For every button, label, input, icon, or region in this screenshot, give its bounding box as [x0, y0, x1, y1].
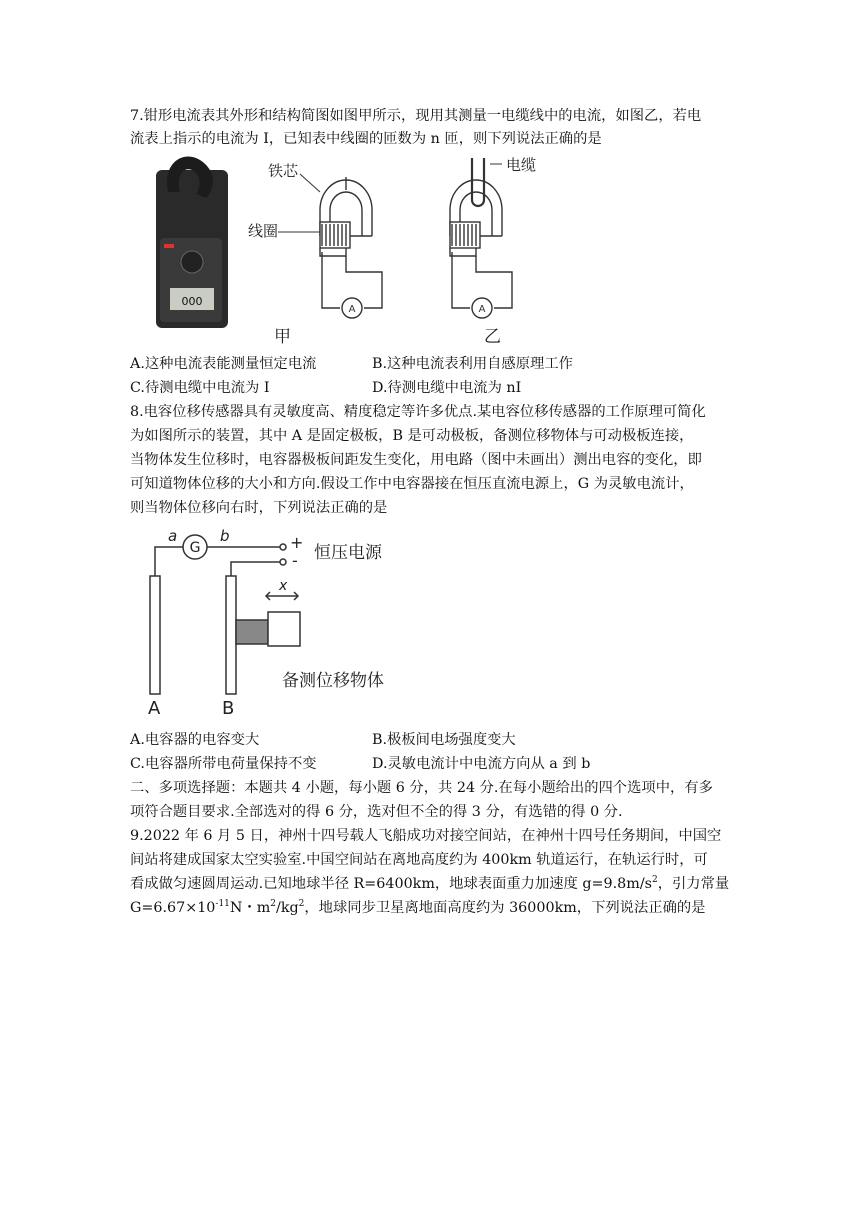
q9-stem-line-3	[130, 874, 729, 894]
q9-line4-sup-3: 2	[298, 899, 305, 910]
power-source-label: 恒压电源	[314, 543, 382, 563]
q9-line4-part-b: N・m	[229, 900, 271, 916]
point-b-label: b	[220, 527, 230, 545]
q9-line4-part-d: ，地球同步卫星离地面高度约为 36000km，下列说法正确的是	[304, 900, 706, 916]
q9-line3-end: ，引力常量	[657, 876, 730, 892]
q7-stem-line-1: 7.钳形电流表其外形和结构简图如图甲所示，现用其测量一电缆线中的电流，如图乙，若电	[130, 108, 702, 124]
diagram-jia	[278, 174, 382, 318]
galvanometer-label: G	[189, 540, 201, 556]
q8-figure	[140, 524, 440, 720]
q9-stem-line-2: 间站将建成国家太空实验室.中国空间站在离地高度约为 400km 轨道运行，在轨运行时，可	[130, 852, 708, 868]
q9-line4-part-c: /kg	[276, 900, 299, 916]
q8-stem-line-5: 则当物体位移向右时，下列说法正确的是	[130, 500, 388, 516]
clamp-meter-photo	[156, 157, 228, 328]
label-iron-core: 铁芯	[268, 162, 299, 180]
q8-option-c: C.电容器所带电荷量保持不变	[130, 756, 317, 772]
q9-line4-sup-1: -11	[215, 899, 230, 910]
q8-option-b: B.极板间电场强度变大	[372, 732, 516, 748]
plate-b-label: B	[222, 698, 235, 719]
label-cable: 电缆	[506, 156, 537, 174]
section2-heading-line-1: 二、多项选择题：本题共 4 小题，每小题 6 分，共 24 分.在每小题给出的四个选项中，有多	[130, 780, 713, 796]
q7-stem-line-2: 流表上指示的电流为 I，已知表中线圈的匝数为 n 匝，则下列说法正确的是	[130, 131, 602, 147]
q8-stem-line-4: 可知道物体位移的大小和方向.假设工作中电容器接在恒压直流电源上，G 为灵敏电流计，	[130, 476, 694, 492]
plate-a-label: A	[148, 698, 161, 719]
section2-heading-line-2: 项符合题目要求.全部选对的得 6 分，选对但不全的得 3 分，有选错的得 0 分.	[130, 804, 623, 820]
q8-stem-line-3: 当物体发生位移时，电容器极板间距发生变化，用电路（图中未画出）测出电容的变化，即	[130, 452, 702, 468]
q9-line4-part-a: G=6.67×10	[130, 900, 216, 916]
q7-option-a: A.这种电流表能测量恒定电流	[130, 356, 317, 372]
q9-stem-line-1: 9.2022 年 6 月 5 日，神州十四号载人飞船成功对接空间站，在神州十四号任务期间，中国空	[130, 828, 722, 844]
q8-stem-line-1: 8.电容位移传感器具有灵敏度高、精度稳定等许多优点.某电容位移传感器的工作原理可简化	[130, 404, 706, 420]
q8-option-d: D.灵敏电流计中电流方向从 a 到 b	[372, 756, 591, 772]
displacement-x-label: x	[279, 578, 288, 594]
object-label: 备测位移物体	[282, 671, 384, 691]
q8-stem-line-2: 为如图所示的装置，其中 A 是固定极板，B 是可动极板，备测位移物体与可动极板连接，	[130, 428, 694, 444]
q9-stem-line-4	[130, 898, 705, 918]
point-a-label: a	[168, 527, 178, 545]
label-jia: 甲	[274, 327, 291, 347]
q7-option-c: C.待测电缆中电流为 I	[130, 380, 270, 396]
minus-terminal: -	[292, 551, 298, 570]
diagram-yi	[450, 158, 512, 318]
plus-terminal: +	[290, 533, 304, 552]
ammeter-yi: A	[478, 304, 486, 315]
q7-option-b: B.这种电流表利用自感原理工作	[372, 356, 573, 372]
label-coil: 线圈	[248, 222, 279, 240]
q7-option-d: D.待测电缆中电流为 nI	[372, 380, 522, 396]
q9-line3-superscript: 2	[651, 875, 658, 886]
meter-display: 000	[181, 295, 203, 308]
q8-option-a: A.电容器的电容变大	[130, 732, 260, 748]
ammeter-jia: A	[348, 304, 356, 315]
q7-figure	[150, 152, 570, 348]
q9-line3-text: 看成做匀速圆周运动.已知地球半径 R=6400km，地球表面重力加速度 g=9.8m/s	[130, 876, 652, 892]
label-yi: 乙	[484, 327, 501, 347]
q9-line4-sup-2: 2	[270, 899, 277, 910]
